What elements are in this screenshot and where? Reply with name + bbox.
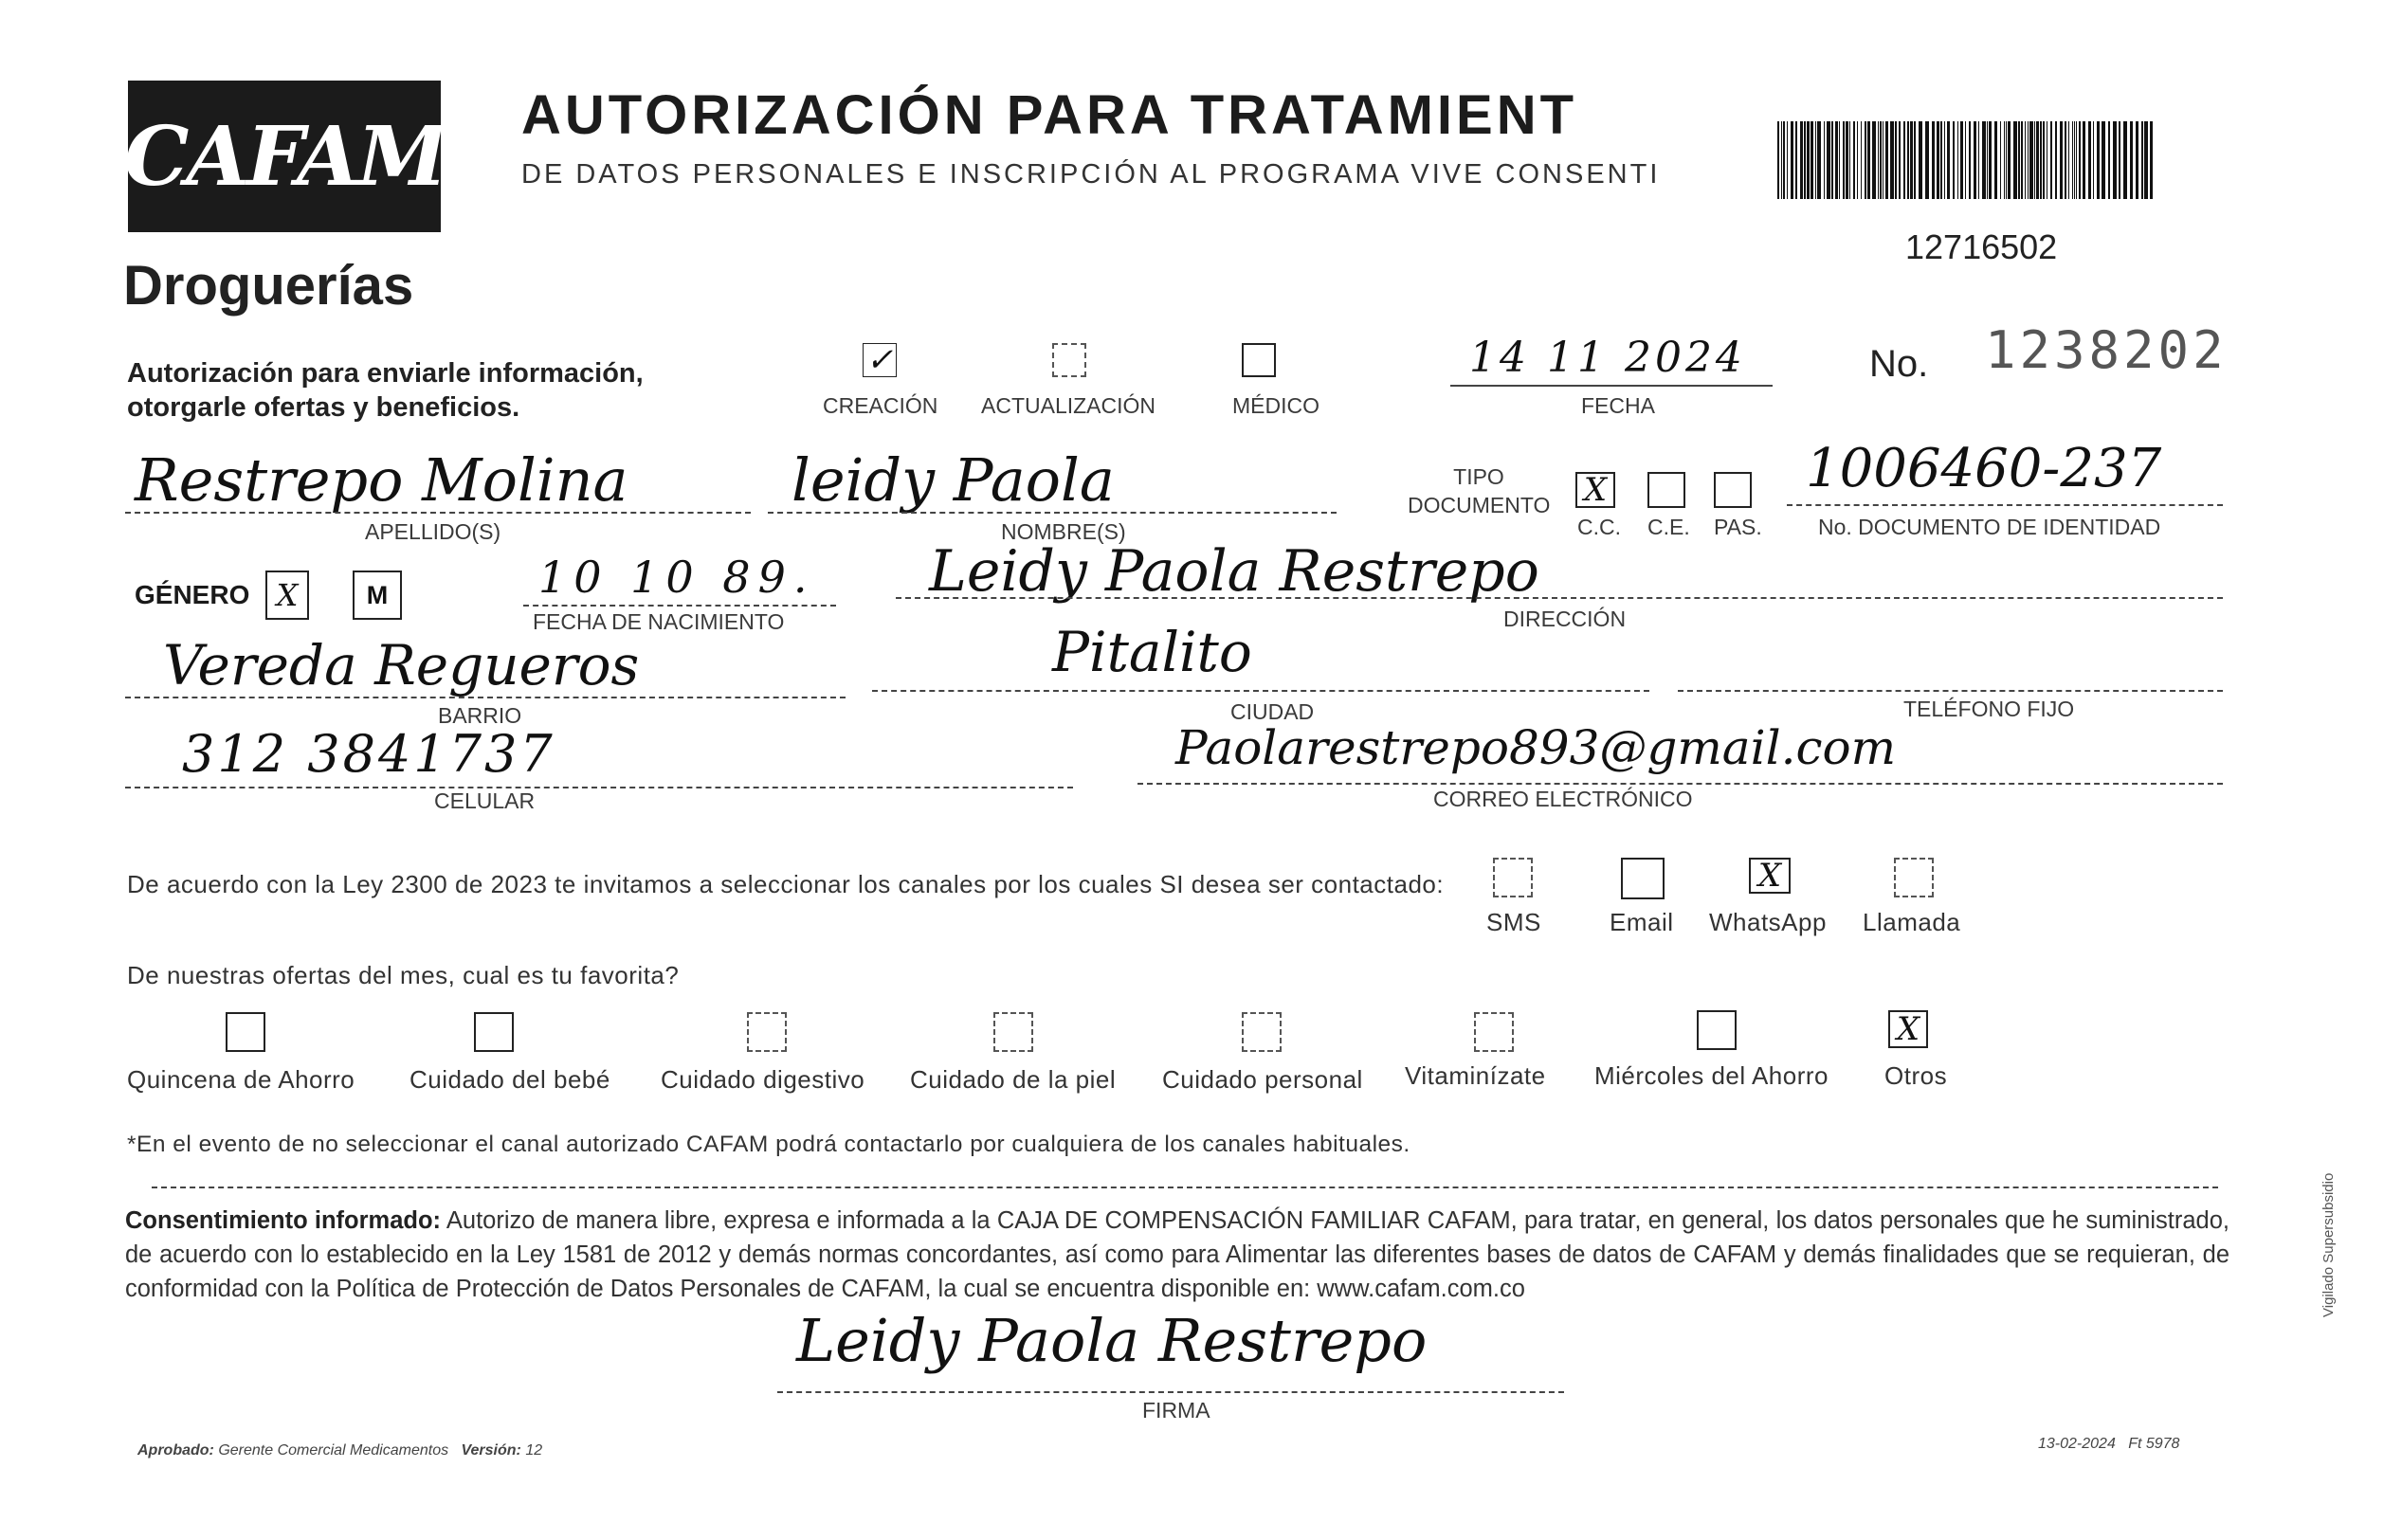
surname-line xyxy=(125,512,751,514)
checkbox-pas[interactable] xyxy=(1714,472,1752,508)
address-value: Leidy Paola Restrepo xyxy=(929,538,1539,605)
form-number-label: No. xyxy=(1869,343,1929,385)
separator-line xyxy=(152,1187,2218,1188)
label-vitaminizate: Vitaminízate xyxy=(1405,1061,1546,1090)
checkbox-vitaminizate[interactable] xyxy=(1474,1012,1514,1052)
checkbox-mark: X xyxy=(1583,471,1608,509)
channels-question: De acuerdo con la Ley 2300 de 2023 te invitamos a seleccionar los canales por los cuales SI desea ser contactado: xyxy=(127,870,1445,898)
subbrand-title: Droguerías xyxy=(123,255,414,317)
city-line xyxy=(872,690,1649,692)
signature-value: Leidy Paola Restrepo xyxy=(796,1306,1428,1375)
cafam-logo xyxy=(123,81,446,232)
doc-number-label: No. DOCUMENTO DE IDENTIDAD xyxy=(1818,515,2161,539)
email-value: Paolarestrepo893@gmail.com xyxy=(1175,720,1897,775)
label-pas: PAS. xyxy=(1714,515,1762,539)
checkbox-piel[interactable] xyxy=(993,1012,1033,1052)
checkbox-sms[interactable] xyxy=(1493,858,1533,897)
consent-paragraph xyxy=(125,1204,2229,1306)
checkbox-actualizacion[interactable] xyxy=(1052,343,1086,377)
phone-line xyxy=(1678,690,2223,692)
checkbox-gender-m[interactable] xyxy=(353,571,402,620)
name-line xyxy=(768,512,1337,514)
barrio-label: BARRIO xyxy=(438,703,522,728)
date-value: 14 11 2024 xyxy=(1469,334,1746,382)
cell-value: 312 3841737 xyxy=(182,724,555,784)
birth-date-line xyxy=(523,605,836,607)
version-label: Versión: xyxy=(461,1442,521,1458)
version-value: 12 xyxy=(525,1442,543,1458)
barcode-number: 12716502 xyxy=(1905,227,2058,266)
label-miercoles: Miércoles del Ahorro xyxy=(1594,1061,1829,1090)
footer-approval xyxy=(137,1442,542,1459)
form-code: Ft 5978 xyxy=(2128,1436,2180,1452)
surname-value: Restrepo Molina xyxy=(135,445,628,515)
checkbox-miercoles[interactable] xyxy=(1697,1010,1737,1050)
label-email: Email xyxy=(1610,908,1674,936)
checkbox-mark: X xyxy=(276,577,299,613)
checkbox-cc[interactable] xyxy=(1575,472,1615,508)
cell-label: CELULAR xyxy=(434,788,536,813)
date-label: FECHA xyxy=(1581,393,1655,418)
checkbox-whatsapp[interactable] xyxy=(1749,858,1791,894)
gender-label: GÉNERO xyxy=(135,580,250,609)
side-text: Vigilado Supersubsidio xyxy=(2320,1172,2337,1317)
label-sms: SMS xyxy=(1486,908,1541,936)
checkbox-otros[interactable] xyxy=(1888,1010,1928,1048)
doc-number-line xyxy=(1787,504,2223,506)
consent-heading: Consentimiento informado: xyxy=(125,1207,442,1234)
note-text: *En el evento de no seleccionar el canal autorizado CAFAM podrá contactarlo por cualquiera de los canales habituales. xyxy=(127,1132,1410,1157)
checkbox-mark: ✓ xyxy=(865,341,894,379)
barrio-value: Vereda Regueros xyxy=(163,633,640,698)
name-value: leidy Paola xyxy=(792,445,1115,515)
phone-label: TELÉFONO FIJO xyxy=(1903,697,2075,721)
checkbox-ce[interactable] xyxy=(1647,472,1685,508)
checkbox-medico[interactable] xyxy=(1242,343,1276,377)
label-otros: Otros xyxy=(1884,1061,1948,1090)
checkbox-gender-f[interactable] xyxy=(265,571,309,620)
label-llamada: Llamada xyxy=(1863,908,1961,936)
surname-label: APELLIDO(S) xyxy=(365,519,501,544)
approved-value: Gerente Comercial Medicamentos xyxy=(218,1442,449,1458)
barrio-line xyxy=(125,697,846,698)
form-number-value: 1238202 xyxy=(1985,320,2228,380)
checkbox-bebe[interactable] xyxy=(474,1012,514,1052)
address-label: DIRECCIÓN xyxy=(1503,607,1627,631)
approved-label: Aprobado: xyxy=(137,1442,214,1458)
barcode xyxy=(1777,121,2156,199)
date-code: 13-02-2024 xyxy=(2038,1436,2116,1452)
checkbox-digestivo[interactable] xyxy=(747,1012,787,1052)
cell-line xyxy=(125,787,1073,788)
offers-question: De nuestras ofertas del mes, cual es tu favorita? xyxy=(127,961,680,989)
doc-type-label: TIPO DOCUMENTO xyxy=(1408,464,1551,517)
checkbox-personal[interactable] xyxy=(1242,1012,1282,1052)
name-label: NOMBRE(S) xyxy=(1001,519,1126,544)
email-label: CORREO ELECTRÓNICO xyxy=(1433,787,1693,811)
email-line xyxy=(1137,783,2223,785)
label-quincena: Quincena de Ahorro xyxy=(127,1065,355,1094)
doc-number-value: 1006460-237 xyxy=(1806,438,2162,499)
label-whatsapp: WhatsApp xyxy=(1709,908,1827,936)
signature-line xyxy=(777,1391,1564,1393)
consent-text: Autorizo de manera libre, expresa e informada a la CAJA DE COMPENSACIÓN FAMILIAR CAFAM, para tratar, en general, los datos personales que he suministrado, de acuerdo con lo establecido en la Ley 1581 de 2012 y demás normas concordantes, así como para Alimentar las diferentes bases de datos de CAFAM y demás finalidades que se requieran, de conformidad con la Política de Protección de Datos Personales de CAFAM, la cual se encuentra disponible en: www.cafam.com.co xyxy=(125,1207,2229,1302)
logo-text: CAFAM xyxy=(123,108,446,205)
checkbox-creacion[interactable] xyxy=(863,343,897,377)
label-ce: C.E. xyxy=(1647,515,1690,539)
label-medico: MÉDICO xyxy=(1232,393,1319,418)
label-bebe: Cuidado del bebé xyxy=(409,1065,610,1094)
intro-line-1: Autorización para enviarle información, xyxy=(127,358,644,389)
checkbox-email[interactable] xyxy=(1621,858,1665,899)
checkbox-mark: X xyxy=(1896,1010,1920,1048)
label-actualizacion: ACTUALIZACIÓN xyxy=(981,393,1156,418)
checkbox-llamada[interactable] xyxy=(1894,858,1934,897)
checkbox-mark: X xyxy=(1757,857,1782,895)
label-piel: Cuidado de la piel xyxy=(910,1065,1117,1094)
label-creacion: CREACIÓN xyxy=(823,393,938,418)
gender-m-label: M xyxy=(366,580,389,609)
date-line xyxy=(1450,385,1773,387)
birth-date-label: FECHA DE NACIMIENTO xyxy=(533,609,785,634)
city-label: CIUDAD xyxy=(1230,699,1315,724)
intro-line-2: otorgarle ofertas y beneficios. xyxy=(127,392,520,423)
footer-codes xyxy=(2038,1436,2179,1453)
signature-label: FIRMA xyxy=(1142,1398,1210,1422)
checkbox-quincena[interactable] xyxy=(226,1012,265,1052)
city-value: Pitalito xyxy=(1052,620,1252,684)
label-cc: C.C. xyxy=(1577,515,1621,539)
form-title: AUTORIZACIÓN PARA TRATAMIENT xyxy=(521,84,1578,146)
address-line xyxy=(896,597,2223,599)
label-digestivo: Cuidado digestivo xyxy=(661,1065,865,1094)
form-subtitle: DE DATOS PERSONALES E INSCRIPCIÓN AL PROGRAMA VIVE CONSENTI xyxy=(521,159,1661,190)
label-personal: Cuidado personal xyxy=(1162,1065,1363,1094)
birth-date-value: 10 10 89. xyxy=(538,552,815,603)
